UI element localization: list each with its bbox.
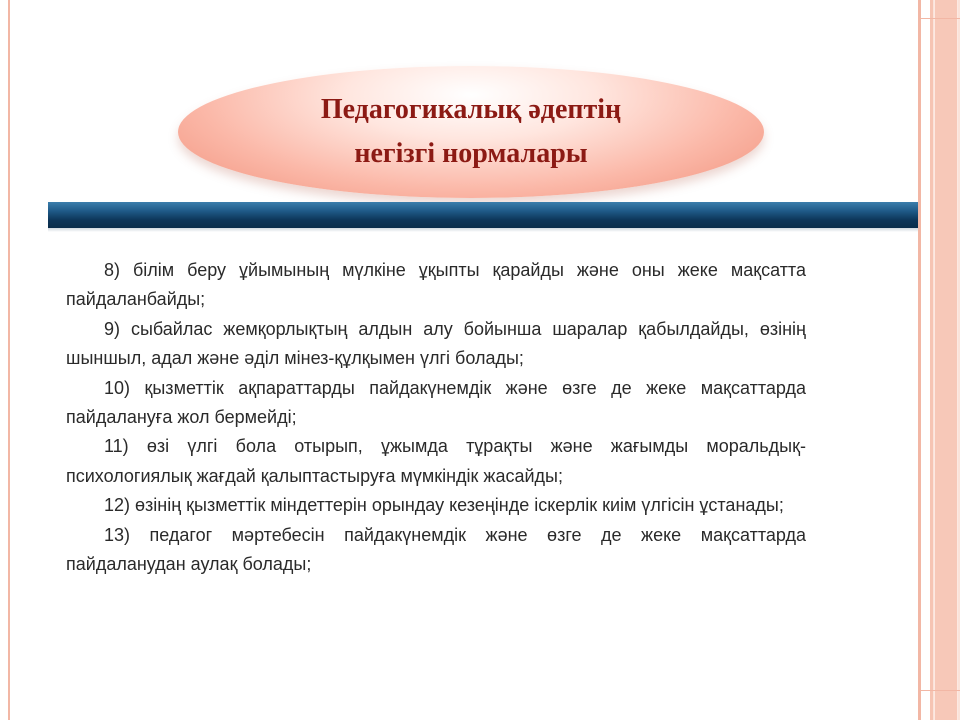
slide-frame-top-rule [918, 18, 960, 19]
slide-title-line-1: Педагогикалық әдептің [320, 94, 622, 125]
norm-item-13: 13) педагог мәртебесін пайдакүнемдік және өзге де жеке мақсаттарда пайдаланудан аулақ болады; [66, 524, 806, 575]
norm-item-8: 8) білім беру ұйымының мүлкіне ұқыпты қарайды және оны жеке мақсатта пайдаланбайды; [66, 260, 806, 310]
norm-item-11: 11) өзі үлгі бола отырып, ұжымда тұрақты және жағымды моральдық-психологиялық жағдай қалыптастыруға мүмкіндік жасайды; [66, 436, 806, 486]
norm-item-12: 12) өзінің қызметтік міндеттерін орындау кезеңінде іскерлік киім үлгісін ұстанады; [104, 495, 784, 516]
divider-bar [48, 202, 918, 228]
slide-frame-bottom-rule [918, 690, 960, 691]
slide-frame-right-rule [918, 0, 921, 720]
norms-list [66, 256, 806, 579]
divider-bar-shadow [48, 228, 918, 232]
norm-item-10: 10) қызметтік ақпараттарды пайдакүнемдік және өзге де жеке мақсаттарда пайдалануға жол бермейді; [66, 377, 806, 428]
slide-frame-left-rule [8, 0, 10, 720]
slide-title-line-2: негізгі нормалары [354, 138, 588, 169]
norm-item-9: 9) сыбайлас жемқорлықтың алдын алу бойынша шаралар қабылдайды, өзінің шыншыл, адал және әділ мінез-құлқымен үлгі болады; [66, 318, 806, 369]
title-oval [178, 66, 764, 198]
slide-frame-right-band-inner [934, 0, 958, 720]
